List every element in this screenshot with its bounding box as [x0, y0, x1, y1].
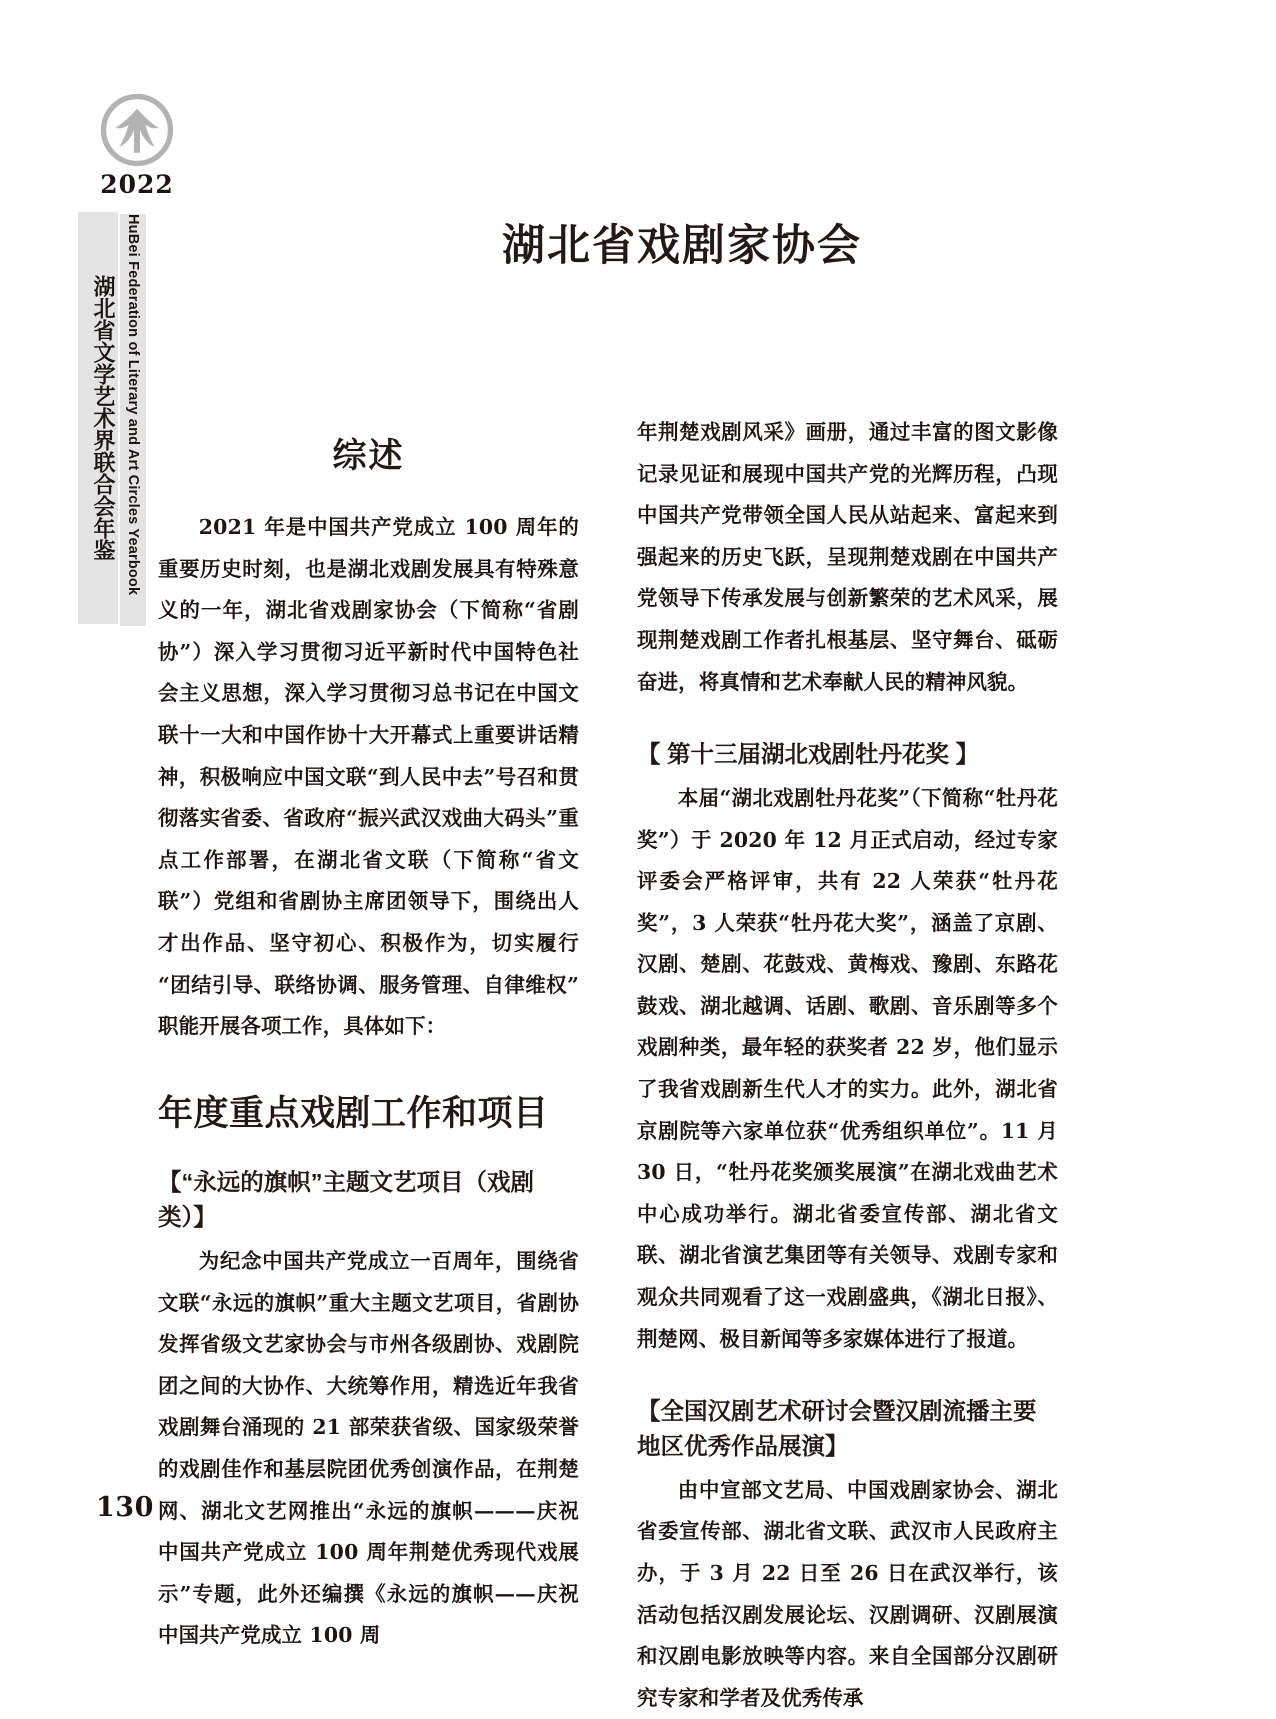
page-number: 130: [96, 1492, 154, 1523]
vertical-title-cn: 湖北省文学艺术界联合会年鉴: [90, 275, 116, 561]
hubei-federation-emblem-icon: [99, 92, 175, 168]
column-right: [637, 412, 1058, 1710]
article-columns: [158, 412, 1058, 1710]
paragraph-continued: 年荆楚戏剧风采》画册，通过丰富的图文影像记录见证和展现中国共产党的光辉历程，凸现中国共产党带领全国人民从站起来、富起来到强起来的历史飞跃，呈现荆楚戏剧在中国共产党领导下传承发展与创新繁荣的艺术风采，展现荆楚戏剧工作者扎根基层、坚守舞台、砥砺奋进，将真情和艺术奉献人民的精神风貌。: [637, 420, 1058, 694]
heading-eternal-banner-project: 【“永远的旗帜”主题文艺项目（戏剧类）】: [158, 1169, 534, 1231]
heading-peony-flower-award: 【 第十三届湖北戏剧牡丹花奖 】: [637, 741, 980, 768]
paragraph-peony-flower-award: 本届“湖北戏剧牡丹花奖”（下简称“牡丹花奖”）于 2020 年 12 月正式启动，经过专家评委会严格评审，共有 22 人荣获“牡丹花奖”，3 人荣获“牡丹花大奖”，涵盖了京剧、汉剧、楚剧、花鼓戏、黄梅戏、豫剧、东路花鼓戏、湖北越调、话剧、歌剧、音乐剧等多个戏剧种类，最年轻的获奖者 22 岁，他们显示了我省戏剧新生代人才的实力。此外，湖北省京剧院等六家单位获“优秀组织单位”。11 月 30 日，“牡丹花奖颁奖展演”在湖北戏曲艺术中心成功举行。湖北省委宣传部、湖北省文联、湖北省演艺集团等有关领导、戏剧专家和观众共同观看了这一戏剧盛典，《湖北日报》、荆楚网、极目新闻等多家媒体进行了报道。: [637, 785, 1058, 1351]
page-title: 湖北省戏剧家协会: [502, 221, 862, 271]
paragraph-overview: 2021 年是中国共产党成立 100 周年的重要历史时刻，也是湖北戏剧发展具有特殊意义的一年，湖北省戏剧家协会（下简称“省剧协”）深入学习贯彻习近平新时代中国特色社会主义思想，深入学习贯彻习总书记在中国文联十一大和中国作协十大开幕式上重要讲话精神，积极响应中国文联“到人民中去”号召和贯彻落实省委、省政府“振兴武汉戏曲大码头”重点工作部署，在湖北省文联（下简称“省文联”）党组和省剧协主席团领导下，围绕出人才出作品、坚守初心、积极作为，切实履行“团结引导、联络协调、服务管理、自律维权”职能开展各项工作，具体如下：: [158, 515, 579, 1039]
vertical-title-en: HuBei Federation of Literary and Art Circles Yearbook: [125, 214, 141, 596]
logo-block: [62, 92, 212, 197]
paragraph-eternal-banner-project: 为纪念中国共产党成立一百周年，围绕省文联“永远的旗帜”重大主题文艺项目，省剧协发挥省级文艺家协会与市州各级剧协、戏剧院团之间的大协作、大统筹作用，精选近年我省戏剧舞台涌现的 21 部荣获省级、国家级荣誉的戏剧佳作和基层院团优秀创演作品，在荆楚网、湖北文艺网推出“永远的旗帜———庆祝中国共产党成立 100 周年荆楚优秀现代戏展示”专题，此外还编撰《永远的旗帜——庆祝中国共产党成立 100 周: [158, 1249, 579, 1648]
masthead: [62, 92, 212, 596]
yearbook-year: 2022: [100, 170, 174, 199]
column-left: [158, 412, 579, 1648]
heading-annual-key-work: 年度重点戏剧工作和项目: [158, 1093, 549, 1133]
heading-han-opera-symposium: 【全国汉剧艺术研讨会暨汉剧流播主要地区优秀作品展演】: [637, 1398, 1037, 1459]
heading-overview: 综述: [332, 436, 405, 476]
paragraph-han-opera-symposium: 由中宣部文艺局、中国戏剧家协会、湖北省委宣传部、湖北省文联、武汉市人民政府主办，于 3 月 22 日至 26 日在武汉举行，该活动包括汉剧发展论坛、汉剧调研、汉剧展演和汉剧电影放映等内容。来自全国部分汉剧研究专家和学者及优秀传承: [637, 1477, 1058, 1710]
